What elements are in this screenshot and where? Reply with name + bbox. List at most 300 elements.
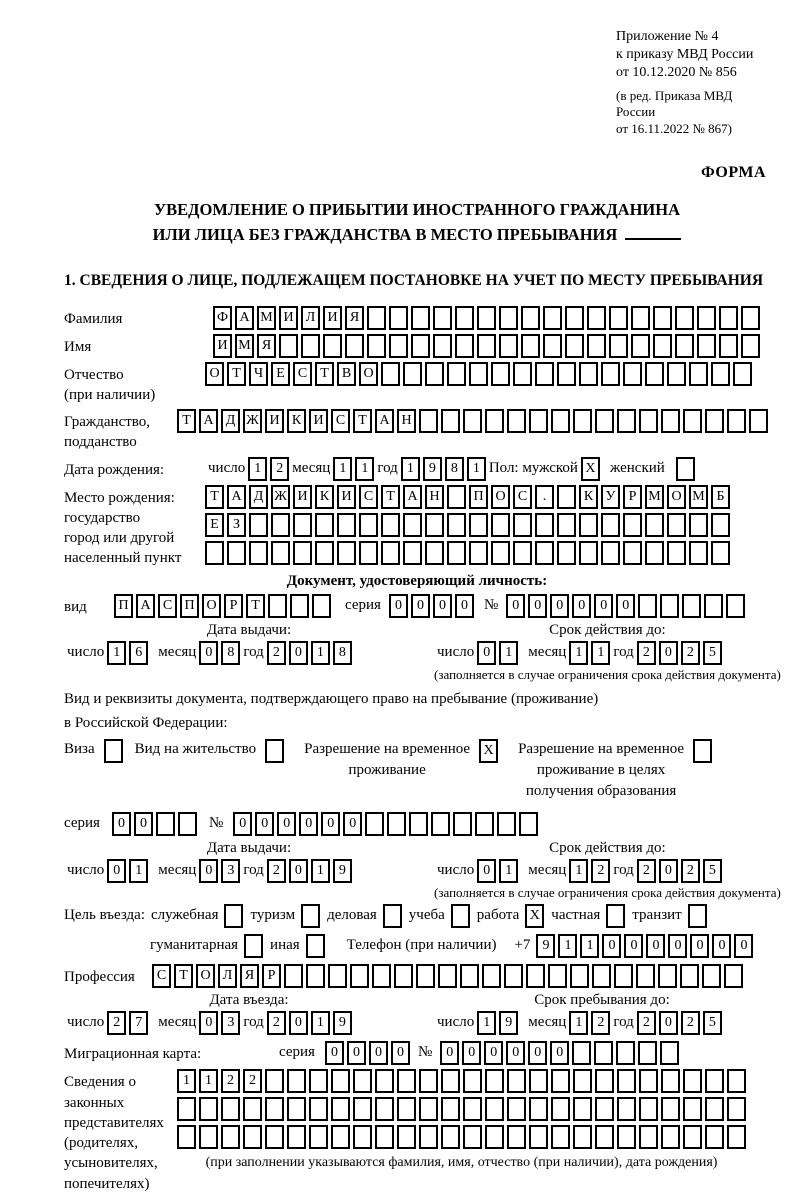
char-cell[interactable]: 2 — [681, 641, 700, 665]
char-cell[interactable]: 0 — [325, 1041, 344, 1065]
char-cell[interactable]: 9 — [333, 859, 352, 883]
char-cell[interactable] — [403, 513, 422, 537]
char-cell[interactable] — [419, 1097, 438, 1121]
char-cell[interactable]: 0 — [668, 934, 687, 958]
char-cell[interactable] — [631, 334, 650, 358]
char-cell[interactable] — [565, 306, 584, 330]
char-cell[interactable]: 2 — [267, 1011, 286, 1035]
char-cell[interactable]: Б — [711, 485, 730, 509]
char-cell[interactable] — [609, 306, 628, 330]
char-cell[interactable]: 0 — [369, 1041, 388, 1065]
char-cell[interactable] — [353, 1097, 372, 1121]
char-cell[interactable]: 0 — [199, 1011, 218, 1035]
char-cell[interactable]: 3 — [221, 859, 240, 883]
char-cell[interactable]: В — [337, 362, 356, 386]
char-cell[interactable] — [199, 1097, 218, 1121]
char-cell[interactable]: X — [581, 457, 600, 481]
char-cell[interactable] — [543, 306, 562, 330]
char-cell[interactable] — [244, 934, 263, 958]
char-cell[interactable]: 0 — [455, 594, 474, 618]
char-cell[interactable] — [617, 1097, 636, 1121]
char-cell[interactable] — [312, 594, 331, 618]
char-cell[interactable] — [265, 1069, 284, 1093]
char-cell[interactable] — [741, 334, 760, 358]
char-cell[interactable]: 0 — [550, 1041, 569, 1065]
char-cell[interactable]: Ч — [249, 362, 268, 386]
char-cell[interactable]: 0 — [506, 1041, 525, 1065]
char-cell[interactable] — [271, 541, 290, 565]
char-cell[interactable] — [535, 362, 554, 386]
char-cell[interactable] — [433, 306, 452, 330]
char-cell[interactable]: Т — [246, 594, 265, 618]
char-cell[interactable] — [451, 904, 470, 928]
char-cell[interactable] — [660, 1041, 679, 1065]
char-cell[interactable] — [727, 1125, 746, 1149]
char-cell[interactable] — [573, 1125, 592, 1149]
char-cell[interactable] — [705, 1069, 724, 1093]
char-cell[interactable]: 1 — [591, 641, 610, 665]
char-cell[interactable] — [425, 513, 444, 537]
char-cell[interactable]: 9 — [536, 934, 555, 958]
char-cell[interactable]: 2 — [591, 859, 610, 883]
char-cell[interactable] — [683, 1097, 702, 1121]
char-cell[interactable] — [306, 964, 325, 988]
char-cell[interactable] — [309, 1125, 328, 1149]
char-cell[interactable] — [667, 362, 686, 386]
char-cell[interactable]: 0 — [712, 934, 731, 958]
char-cell[interactable] — [526, 964, 545, 988]
char-cell[interactable] — [345, 334, 364, 358]
char-cell[interactable] — [485, 1097, 504, 1121]
char-cell[interactable] — [570, 964, 589, 988]
char-cell[interactable] — [104, 739, 123, 763]
char-cell[interactable]: И — [265, 409, 284, 433]
char-cell[interactable]: Т — [315, 362, 334, 386]
char-cell[interactable]: 1 — [107, 641, 126, 665]
char-cell[interactable]: 0 — [321, 812, 340, 836]
char-cell[interactable]: 1 — [248, 457, 267, 481]
char-cell[interactable] — [475, 812, 494, 836]
char-cell[interactable] — [667, 513, 686, 537]
char-cell[interactable] — [661, 1069, 680, 1093]
char-cell[interactable] — [653, 334, 672, 358]
char-cell[interactable]: 0 — [107, 859, 126, 883]
char-cell[interactable]: 1 — [499, 859, 518, 883]
char-cell[interactable]: 6 — [129, 641, 148, 665]
char-cell[interactable] — [416, 964, 435, 988]
char-cell[interactable]: 1 — [311, 859, 330, 883]
char-cell[interactable] — [579, 541, 598, 565]
char-cell[interactable]: И — [309, 409, 328, 433]
char-cell[interactable]: М — [689, 485, 708, 509]
char-cell[interactable] — [551, 1125, 570, 1149]
char-cell[interactable] — [653, 306, 672, 330]
char-cell[interactable] — [290, 594, 309, 618]
char-cell[interactable] — [592, 964, 611, 988]
char-cell[interactable]: 2 — [267, 641, 286, 665]
char-cell[interactable]: 1 — [355, 457, 374, 481]
char-cell[interactable] — [463, 1097, 482, 1121]
char-cell[interactable]: 0 — [477, 859, 496, 883]
char-cell[interactable] — [177, 1125, 196, 1149]
char-cell[interactable] — [178, 812, 197, 836]
char-cell[interactable]: 2 — [270, 457, 289, 481]
char-cell[interactable] — [463, 409, 482, 433]
char-cell[interactable]: 1 — [477, 1011, 496, 1035]
char-cell[interactable] — [331, 1097, 350, 1121]
char-cell[interactable]: Р — [224, 594, 243, 618]
char-cell[interactable]: Н — [397, 409, 416, 433]
char-cell[interactable]: 1 — [569, 1011, 588, 1035]
char-cell[interactable] — [397, 1125, 416, 1149]
char-cell[interactable]: О — [205, 362, 224, 386]
char-cell[interactable]: 0 — [528, 1041, 547, 1065]
char-cell[interactable]: 0 — [659, 859, 678, 883]
char-cell[interactable]: 0 — [199, 641, 218, 665]
char-cell[interactable] — [287, 1125, 306, 1149]
char-cell[interactable] — [521, 306, 540, 330]
char-cell[interactable] — [353, 1125, 372, 1149]
char-cell[interactable] — [411, 306, 430, 330]
char-cell[interactable] — [726, 594, 745, 618]
char-cell[interactable] — [595, 1125, 614, 1149]
char-cell[interactable]: Я — [257, 334, 276, 358]
char-cell[interactable] — [438, 964, 457, 988]
char-cell[interactable] — [661, 409, 680, 433]
char-cell[interactable] — [565, 334, 584, 358]
char-cell[interactable]: Т — [205, 485, 224, 509]
char-cell[interactable] — [441, 1069, 460, 1093]
char-cell[interactable] — [284, 964, 303, 988]
char-cell[interactable]: 0 — [602, 934, 621, 958]
char-cell[interactable] — [587, 334, 606, 358]
char-cell[interactable]: 0 — [134, 812, 153, 836]
char-cell[interactable] — [741, 306, 760, 330]
char-cell[interactable]: М — [257, 306, 276, 330]
char-cell[interactable]: 0 — [690, 934, 709, 958]
char-cell[interactable]: Я — [345, 306, 364, 330]
char-cell[interactable] — [704, 594, 723, 618]
char-cell[interactable] — [477, 334, 496, 358]
char-cell[interactable] — [595, 409, 614, 433]
char-cell[interactable]: А — [403, 485, 422, 509]
char-cell[interactable] — [499, 334, 518, 358]
char-cell[interactable] — [697, 306, 716, 330]
char-cell[interactable] — [529, 409, 548, 433]
char-cell[interactable]: 0 — [347, 1041, 366, 1065]
char-cell[interactable]: М — [645, 485, 664, 509]
char-cell[interactable]: 5 — [703, 1011, 722, 1035]
char-cell[interactable]: 1 — [558, 934, 577, 958]
char-cell[interactable] — [572, 1041, 591, 1065]
char-cell[interactable] — [337, 541, 356, 565]
char-cell[interactable] — [375, 1069, 394, 1093]
char-cell[interactable] — [301, 334, 320, 358]
char-cell[interactable]: 1 — [467, 457, 486, 481]
char-cell[interactable] — [315, 541, 334, 565]
char-cell[interactable]: 0 — [391, 1041, 410, 1065]
char-cell[interactable] — [601, 541, 620, 565]
char-cell[interactable] — [387, 812, 406, 836]
char-cell[interactable] — [617, 409, 636, 433]
char-cell[interactable] — [315, 513, 334, 537]
char-cell[interactable] — [249, 513, 268, 537]
char-cell[interactable]: Ж — [243, 409, 262, 433]
char-cell[interactable]: 8 — [333, 641, 352, 665]
char-cell[interactable]: 1 — [569, 641, 588, 665]
char-cell[interactable] — [623, 541, 642, 565]
char-cell[interactable] — [469, 541, 488, 565]
char-cell[interactable]: Т — [353, 409, 372, 433]
char-cell[interactable]: 0 — [299, 812, 318, 836]
char-cell[interactable]: 5 — [703, 859, 722, 883]
char-cell[interactable]: 0 — [659, 641, 678, 665]
char-cell[interactable] — [623, 362, 642, 386]
char-cell[interactable] — [425, 362, 444, 386]
char-cell[interactable] — [557, 362, 576, 386]
char-cell[interactable] — [287, 1097, 306, 1121]
char-cell[interactable] — [419, 1125, 438, 1149]
char-cell[interactable] — [221, 1097, 240, 1121]
char-cell[interactable] — [403, 362, 422, 386]
char-cell[interactable] — [551, 1097, 570, 1121]
char-cell[interactable] — [394, 964, 413, 988]
char-cell[interactable] — [331, 1069, 350, 1093]
char-cell[interactable]: А — [235, 306, 254, 330]
char-cell[interactable]: 0 — [659, 1011, 678, 1035]
char-cell[interactable] — [265, 1125, 284, 1149]
char-cell[interactable] — [403, 541, 422, 565]
char-cell[interactable]: 0 — [594, 594, 613, 618]
char-cell[interactable]: 0 — [289, 641, 308, 665]
char-cell[interactable] — [491, 362, 510, 386]
char-cell[interactable] — [331, 1125, 350, 1149]
char-cell[interactable] — [447, 362, 466, 386]
char-cell[interactable] — [469, 362, 488, 386]
char-cell[interactable] — [419, 409, 438, 433]
char-cell[interactable]: 0 — [528, 594, 547, 618]
char-cell[interactable]: И — [293, 485, 312, 509]
char-cell[interactable]: 0 — [477, 641, 496, 665]
char-cell[interactable]: Д — [249, 485, 268, 509]
char-cell[interactable] — [447, 513, 466, 537]
char-cell[interactable] — [453, 812, 472, 836]
char-cell[interactable] — [328, 964, 347, 988]
char-cell[interactable]: 9 — [333, 1011, 352, 1035]
char-cell[interactable]: С — [158, 594, 177, 618]
char-cell[interactable]: П — [114, 594, 133, 618]
char-cell[interactable]: 8 — [221, 641, 240, 665]
char-cell[interactable] — [381, 362, 400, 386]
char-cell[interactable]: 7 — [129, 1011, 148, 1035]
char-cell[interactable] — [227, 541, 246, 565]
char-cell[interactable] — [724, 964, 743, 988]
char-cell[interactable] — [271, 513, 290, 537]
char-cell[interactable] — [614, 964, 633, 988]
char-cell[interactable] — [573, 409, 592, 433]
char-cell[interactable] — [682, 594, 701, 618]
char-cell[interactable] — [293, 541, 312, 565]
char-cell[interactable] — [441, 409, 460, 433]
char-cell[interactable] — [667, 541, 686, 565]
char-cell[interactable]: С — [293, 362, 312, 386]
char-cell[interactable] — [397, 1097, 416, 1121]
char-cell[interactable]: . — [535, 485, 554, 509]
char-cell[interactable]: 1 — [311, 641, 330, 665]
char-cell[interactable] — [383, 904, 402, 928]
char-cell[interactable] — [177, 1097, 196, 1121]
char-cell[interactable] — [573, 1069, 592, 1093]
char-cell[interactable]: П — [180, 594, 199, 618]
char-cell[interactable] — [601, 513, 620, 537]
char-cell[interactable] — [419, 1069, 438, 1093]
char-cell[interactable] — [279, 334, 298, 358]
char-cell[interactable] — [595, 1097, 614, 1121]
char-cell[interactable]: М — [235, 334, 254, 358]
char-cell[interactable] — [249, 541, 268, 565]
char-cell[interactable]: И — [323, 306, 342, 330]
char-cell[interactable] — [689, 541, 708, 565]
char-cell[interactable] — [507, 1125, 526, 1149]
char-cell[interactable] — [519, 812, 538, 836]
char-cell[interactable]: О — [196, 964, 215, 988]
char-cell[interactable] — [447, 541, 466, 565]
char-cell[interactable] — [719, 306, 738, 330]
char-cell[interactable]: 0 — [277, 812, 296, 836]
char-cell[interactable]: А — [227, 485, 246, 509]
char-cell[interactable] — [411, 334, 430, 358]
char-cell[interactable] — [638, 1041, 657, 1065]
char-cell[interactable]: 2 — [637, 1011, 656, 1035]
char-cell[interactable] — [367, 334, 386, 358]
char-cell[interactable] — [727, 409, 746, 433]
char-cell[interactable]: 0 — [550, 594, 569, 618]
char-cell[interactable]: 9 — [499, 1011, 518, 1035]
char-cell[interactable] — [557, 513, 576, 537]
char-cell[interactable]: 0 — [289, 1011, 308, 1035]
char-cell[interactable]: 1 — [177, 1069, 196, 1093]
char-cell[interactable] — [463, 1069, 482, 1093]
char-cell[interactable] — [711, 362, 730, 386]
char-cell[interactable]: 1 — [311, 1011, 330, 1035]
char-cell[interactable] — [482, 964, 501, 988]
char-cell[interactable]: Е — [205, 513, 224, 537]
char-cell[interactable] — [557, 485, 576, 509]
char-cell[interactable]: К — [579, 485, 598, 509]
char-cell[interactable]: С — [513, 485, 532, 509]
char-cell[interactable] — [513, 362, 532, 386]
char-cell[interactable] — [595, 1069, 614, 1093]
char-cell[interactable] — [359, 541, 378, 565]
char-cell[interactable] — [265, 739, 284, 763]
char-cell[interactable] — [441, 1097, 460, 1121]
char-cell[interactable] — [661, 1125, 680, 1149]
char-cell[interactable] — [579, 362, 598, 386]
char-cell[interactable] — [301, 904, 320, 928]
char-cell[interactable] — [268, 594, 287, 618]
char-cell[interactable]: Ф — [213, 306, 232, 330]
char-cell[interactable] — [658, 964, 677, 988]
char-cell[interactable] — [205, 541, 224, 565]
char-cell[interactable]: 2 — [267, 859, 286, 883]
char-cell[interactable]: 0 — [289, 859, 308, 883]
char-cell[interactable] — [594, 1041, 613, 1065]
char-cell[interactable] — [680, 964, 699, 988]
char-cell[interactable] — [497, 812, 516, 836]
char-cell[interactable]: О — [359, 362, 378, 386]
char-cell[interactable] — [381, 541, 400, 565]
char-cell[interactable] — [504, 964, 523, 988]
char-cell[interactable]: 0 — [389, 594, 408, 618]
char-cell[interactable] — [460, 964, 479, 988]
char-cell[interactable]: Р — [623, 485, 642, 509]
char-cell[interactable] — [675, 334, 694, 358]
char-cell[interactable] — [409, 812, 428, 836]
char-cell[interactable]: И — [279, 306, 298, 330]
char-cell[interactable] — [397, 1069, 416, 1093]
char-cell[interactable]: Л — [301, 306, 320, 330]
char-cell[interactable]: 2 — [637, 859, 656, 883]
char-cell[interactable]: 0 — [112, 812, 131, 836]
char-cell[interactable]: 0 — [411, 594, 430, 618]
char-cell[interactable] — [156, 812, 175, 836]
char-cell[interactable] — [309, 1097, 328, 1121]
char-cell[interactable] — [609, 334, 628, 358]
char-cell[interactable] — [375, 1097, 394, 1121]
char-cell[interactable] — [389, 306, 408, 330]
char-cell[interactable]: И — [337, 485, 356, 509]
char-cell[interactable]: 8 — [445, 457, 464, 481]
char-cell[interactable] — [711, 541, 730, 565]
char-cell[interactable]: 0 — [233, 812, 252, 836]
char-cell[interactable] — [265, 1097, 284, 1121]
char-cell[interactable] — [243, 1125, 262, 1149]
char-cell[interactable]: И — [213, 334, 232, 358]
char-cell[interactable] — [749, 409, 768, 433]
char-cell[interactable]: 0 — [462, 1041, 481, 1065]
char-cell[interactable] — [551, 409, 570, 433]
char-cell[interactable] — [521, 334, 540, 358]
char-cell[interactable]: О — [667, 485, 686, 509]
char-cell[interactable] — [365, 812, 384, 836]
char-cell[interactable]: Ж — [271, 485, 290, 509]
char-cell[interactable] — [727, 1069, 746, 1093]
char-cell[interactable] — [683, 409, 702, 433]
char-cell[interactable] — [389, 334, 408, 358]
char-cell[interactable] — [455, 306, 474, 330]
char-cell[interactable]: 0 — [440, 1041, 459, 1065]
char-cell[interactable]: 3 — [221, 1011, 240, 1035]
char-cell[interactable]: Н — [425, 485, 444, 509]
char-cell[interactable]: 0 — [646, 934, 665, 958]
char-cell[interactable]: Р — [262, 964, 281, 988]
char-cell[interactable]: 2 — [637, 641, 656, 665]
char-cell[interactable]: Т — [174, 964, 193, 988]
char-cell[interactable] — [639, 1069, 658, 1093]
char-cell[interactable]: К — [315, 485, 334, 509]
char-cell[interactable] — [606, 904, 625, 928]
char-cell[interactable] — [499, 306, 518, 330]
char-cell[interactable] — [199, 1125, 218, 1149]
char-cell[interactable] — [243, 1097, 262, 1121]
char-cell[interactable]: 1 — [129, 859, 148, 883]
char-cell[interactable]: 0 — [506, 594, 525, 618]
char-cell[interactable] — [463, 1125, 482, 1149]
char-cell[interactable] — [693, 739, 712, 763]
char-cell[interactable]: А — [375, 409, 394, 433]
char-cell[interactable] — [350, 964, 369, 988]
char-cell[interactable] — [676, 457, 695, 481]
